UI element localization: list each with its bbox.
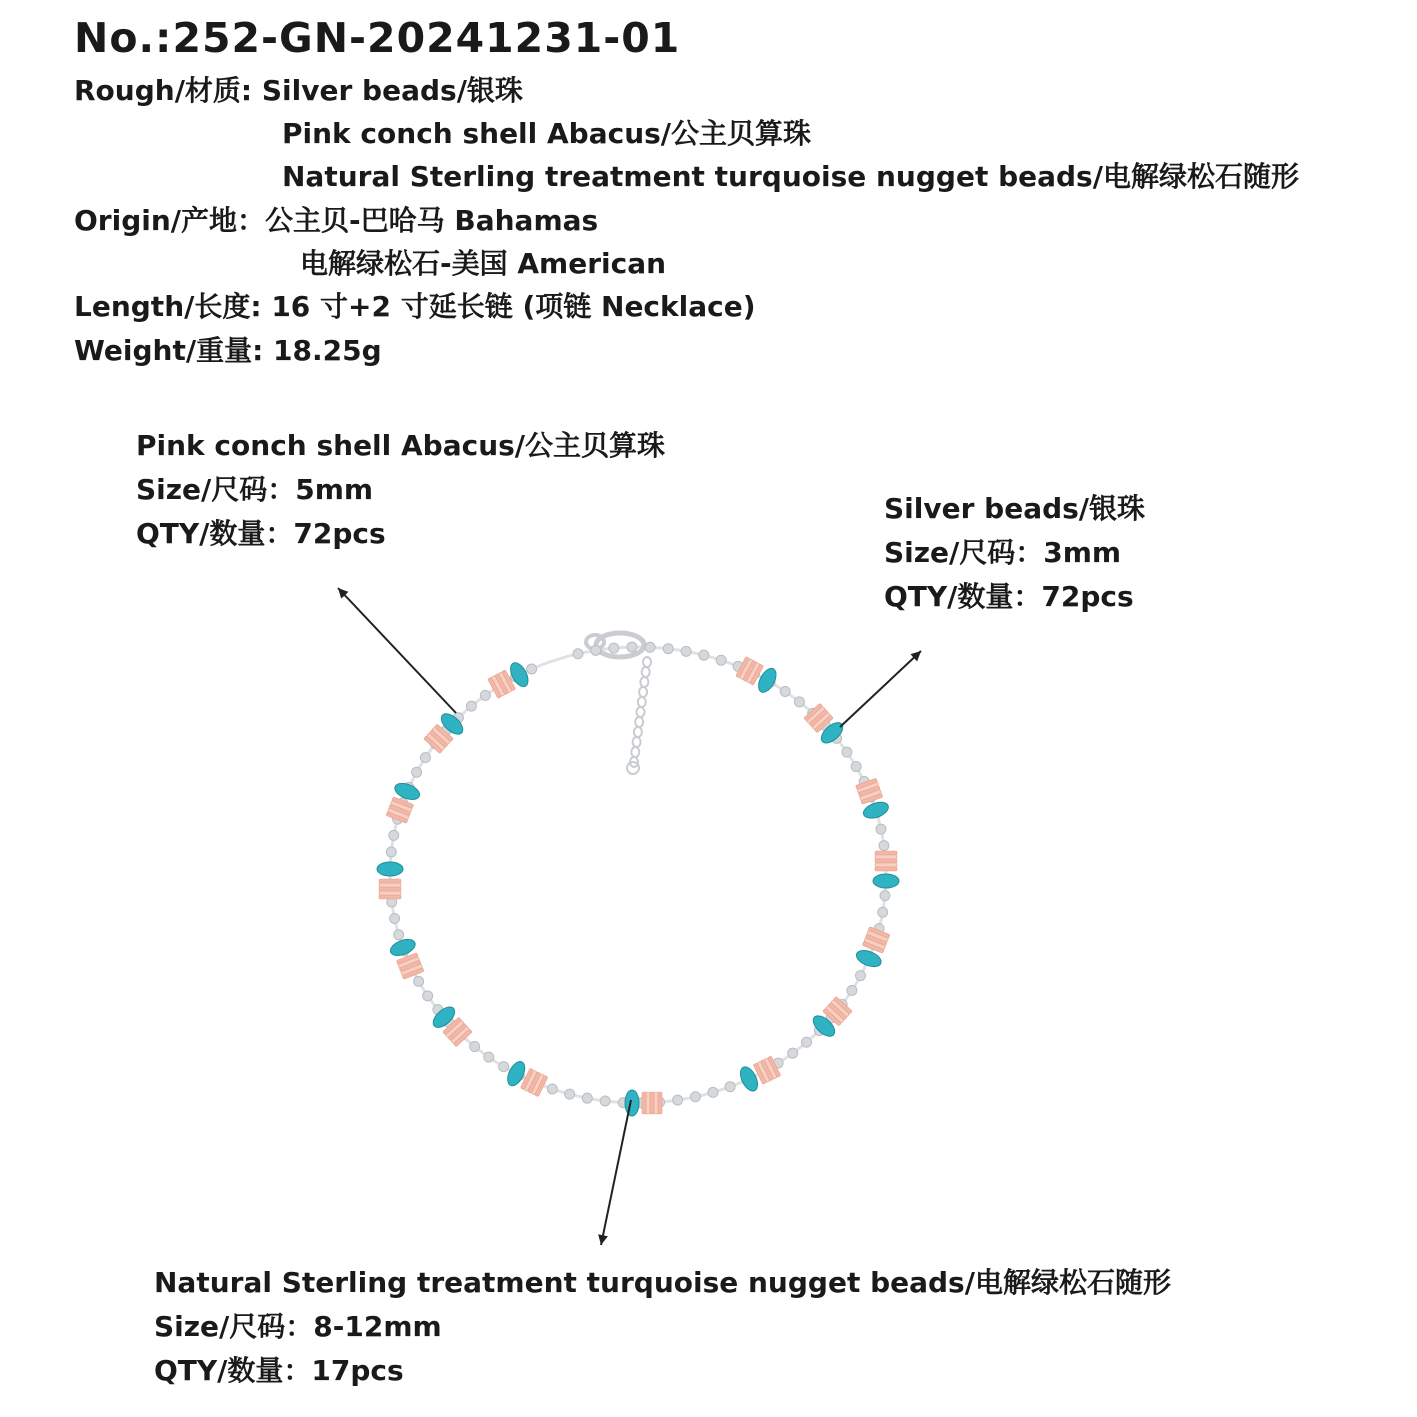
rough-label: Rough/材质: xyxy=(74,74,262,107)
origin-label: Origin/产地： xyxy=(74,204,266,237)
extender-link xyxy=(639,687,647,697)
silver-bead xyxy=(565,1089,575,1099)
silver-bead xyxy=(499,1062,509,1072)
silver-bead xyxy=(794,697,804,707)
bead-group xyxy=(487,660,532,700)
extender-link xyxy=(631,747,639,757)
shell-disc xyxy=(646,1092,650,1114)
material-turquoise: Natural Sterling treatment turquoise nugget beads/电解绿松石随形 xyxy=(282,160,1299,193)
shell-disc xyxy=(379,895,401,899)
extender-chain-icon xyxy=(627,657,651,774)
material-shell: Pink conch shell Abacus/公主贝算珠 xyxy=(282,117,812,150)
silver-bead xyxy=(681,646,691,656)
silver-bead xyxy=(484,1052,494,1062)
silver-bead xyxy=(842,747,852,757)
silver-bead xyxy=(573,649,583,659)
shell-disc xyxy=(379,879,401,883)
silver-bead xyxy=(466,701,476,711)
shell-disc xyxy=(875,855,897,859)
length-value: 16 寸+2 寸延长链 (项链 Necklace) xyxy=(271,290,756,323)
silver-bead xyxy=(856,971,866,981)
bead-group xyxy=(854,926,892,970)
extender-link xyxy=(640,677,648,687)
bead-group xyxy=(384,780,422,824)
silver-bead xyxy=(527,664,537,674)
weight-value: 18.25g xyxy=(273,334,382,367)
silver-bead xyxy=(851,762,861,772)
callout-shell-qty: QTY/数量：72pcs xyxy=(136,517,386,550)
silver-bead xyxy=(389,830,399,840)
shell-disc xyxy=(379,883,401,887)
shell-disc xyxy=(654,1092,658,1114)
extender-link xyxy=(643,657,651,667)
shell-disc xyxy=(875,859,897,863)
callout-turquoise-qty: QTY/数量：17pcs xyxy=(154,1354,404,1387)
silver-bead xyxy=(394,930,404,940)
extender-link xyxy=(637,707,645,717)
silver-bead xyxy=(880,891,890,901)
silver-bead xyxy=(582,1093,592,1103)
silver-bead xyxy=(470,1042,480,1052)
silver-bead xyxy=(412,767,422,777)
silver-bead xyxy=(725,1082,735,1092)
silver-bead xyxy=(547,1084,557,1094)
silver-bead xyxy=(386,847,396,857)
silver-bead xyxy=(480,690,490,700)
bead-group xyxy=(388,936,426,980)
shell-disc xyxy=(875,851,897,855)
silver-bead xyxy=(878,907,888,917)
silver-bead xyxy=(663,644,673,654)
silver-bead xyxy=(645,642,655,652)
extender-link xyxy=(638,697,646,707)
callout-turquoise-size: Size/尺码：8-12mm xyxy=(154,1310,442,1343)
silver-bead xyxy=(609,643,619,653)
arrow-icon xyxy=(601,1100,631,1245)
bead-group xyxy=(504,1059,549,1099)
callout-shell-size: Size/尺码：5mm xyxy=(136,473,374,506)
silver-bead xyxy=(690,1092,700,1102)
turquoise-nugget xyxy=(625,1090,639,1116)
extender-link xyxy=(642,667,650,677)
silver-bead xyxy=(699,650,709,660)
weight-label: Weight/重量: xyxy=(74,334,274,367)
material-silver: Silver beads/银珠 xyxy=(261,74,523,107)
silver-bead xyxy=(600,1096,610,1106)
extender-link xyxy=(633,737,641,747)
silver-bead xyxy=(788,1048,798,1058)
callout-silver-qty: QTY/数量：72pcs xyxy=(884,580,1134,613)
bead-group xyxy=(854,778,891,822)
silver-bead xyxy=(423,991,433,1001)
arrow-icon xyxy=(840,651,921,727)
turquoise-nugget xyxy=(873,874,899,888)
silver-bead xyxy=(879,841,889,851)
extender-link xyxy=(635,717,643,727)
silver-bead xyxy=(420,753,430,763)
callout-turquoise-name: Natural Sterling treatment turquoise nugget beads/电解绿松石随形 xyxy=(154,1266,1171,1299)
shell-disc xyxy=(875,863,897,867)
callout-shell-name: Pink conch shell Abacus/公主贝算珠 xyxy=(136,429,666,462)
arrow-icon xyxy=(338,588,456,713)
bead-group xyxy=(873,851,899,888)
length-label: Length/长度: xyxy=(74,290,272,323)
shell-disc xyxy=(650,1092,654,1114)
callout-silver-size: Size/尺码：3mm xyxy=(884,536,1122,569)
shell-disc xyxy=(379,891,401,895)
shell-disc xyxy=(658,1092,662,1114)
bead-group xyxy=(377,862,403,899)
silver-bead xyxy=(847,985,857,995)
silver-bead xyxy=(390,914,400,924)
silver-bead xyxy=(876,824,886,834)
extender-end-ring xyxy=(627,762,639,774)
silver-bead xyxy=(780,686,790,696)
silver-bead xyxy=(802,1037,812,1047)
silver-bead xyxy=(627,642,637,652)
shell-disc xyxy=(379,887,401,891)
shell-disc xyxy=(642,1092,646,1114)
callout-silver-name: Silver beads/银珠 xyxy=(884,492,1146,525)
silver-bead xyxy=(673,1095,683,1105)
bead-group xyxy=(735,655,780,695)
product-number: No.:252-GN-20241231-01 xyxy=(74,14,681,62)
origin-turquoise: 电解绿松石-美国 American xyxy=(300,247,667,280)
turquoise-nugget xyxy=(377,862,403,876)
origin-shell: 公主贝-巴哈马 Bahamas xyxy=(265,204,599,237)
silver-bead xyxy=(716,655,726,665)
silver-bead xyxy=(591,645,601,655)
extender-link xyxy=(634,727,642,737)
shell-disc xyxy=(875,867,897,871)
silver-bead xyxy=(708,1087,718,1097)
silver-bead xyxy=(414,976,424,986)
